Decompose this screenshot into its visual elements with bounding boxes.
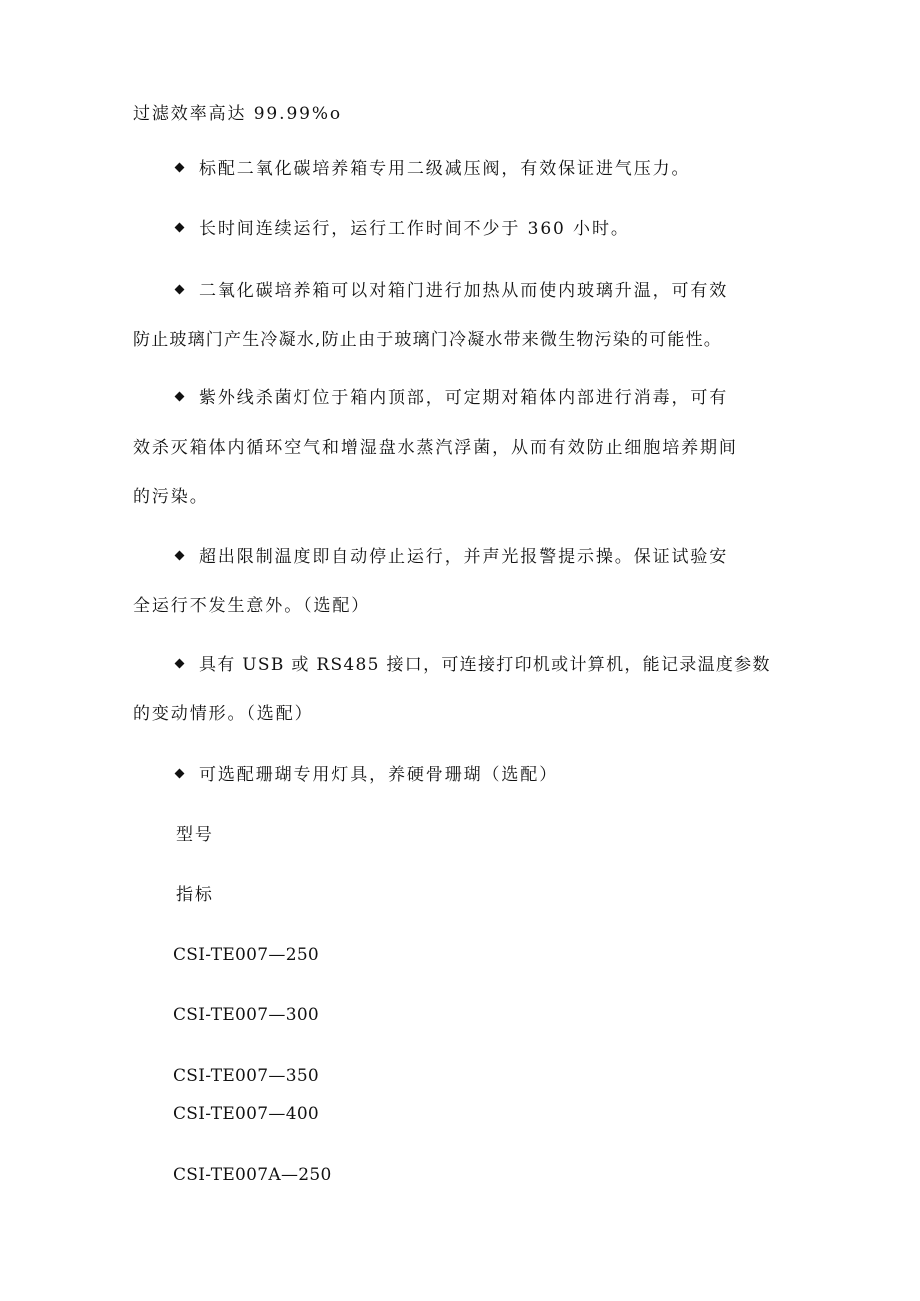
intro-tail-text: 过滤效率高达 99.99%o (133, 104, 343, 124)
bullet-5-line-1: 超出限制温度即自动停止运行，并声光报警提示操。保证试验安 (199, 547, 729, 567)
bullet-1-line-1: 标配二氧化碳培养箱专用二级减压阀，有效保证进气压力。 (199, 159, 691, 179)
bullet-3-line-2: 防止玻璃门产生冷凝水,防止由于玻璃门冷凝水带来微生物污染的可能性。 (133, 330, 723, 350)
bullet-item-2 (175, 217, 630, 241)
bullet-6-line-2: 的变动情形。（选配） (133, 704, 314, 724)
spec-label: 指标 (176, 885, 214, 905)
bullet-item-1 (175, 157, 690, 181)
bullet-4-line-2: 效杀灭箱体内循环空气和增湿盘水蒸汽浮菌，从而有效防止细胞培养期间 (133, 438, 738, 458)
bullet-4-line-1: 紫外线杀菌灯位于箱内顶部，可定期对箱体内部进行消毒，可有 (199, 388, 729, 408)
diamond-bullet-icon (175, 551, 185, 561)
diamond-bullet-icon (175, 769, 185, 779)
model-item: CSI-TE007—250 (173, 945, 320, 965)
diamond-bullet-icon (175, 223, 185, 233)
bullet-2-line-1: 长时间连续运行，运行工作时间不少于 360 小时。 (199, 219, 630, 239)
bullet-7-line-1: 可选配珊瑚专用灯具，养硬骨珊瑚（选配） (199, 765, 559, 785)
bullet-item-6 (175, 653, 771, 677)
model-item: CSI-TE007—350 (173, 1066, 320, 1086)
diamond-bullet-icon (175, 285, 185, 295)
bullet-3-line-1: 二氧化碳培养箱可以对箱门进行加热从而使内玻璃升温，可有效 (199, 281, 729, 301)
model-label: 型号 (176, 825, 214, 845)
diamond-bullet-icon (175, 392, 185, 402)
bullet-item-7 (175, 763, 558, 787)
model-item: CSI-TE007—400 (173, 1104, 320, 1124)
diamond-bullet-icon (175, 163, 185, 173)
bullet-item-4 (175, 386, 728, 410)
bullet-item-3 (175, 279, 728, 303)
bullet-4-line-3: 的污染。 (133, 487, 209, 507)
model-item: CSI-TE007—300 (173, 1005, 320, 1025)
bullet-5-line-2: 全运行不发生意外。（选配） (133, 596, 371, 616)
diamond-bullet-icon (175, 659, 185, 669)
model-item: CSI-TE007A—250 (173, 1165, 332, 1185)
bullet-6-line-1: 具有 USB 或 RS485 接口，可连接打印机或计算机，能记录温度参数 (199, 655, 771, 675)
bullet-item-5 (175, 545, 728, 569)
